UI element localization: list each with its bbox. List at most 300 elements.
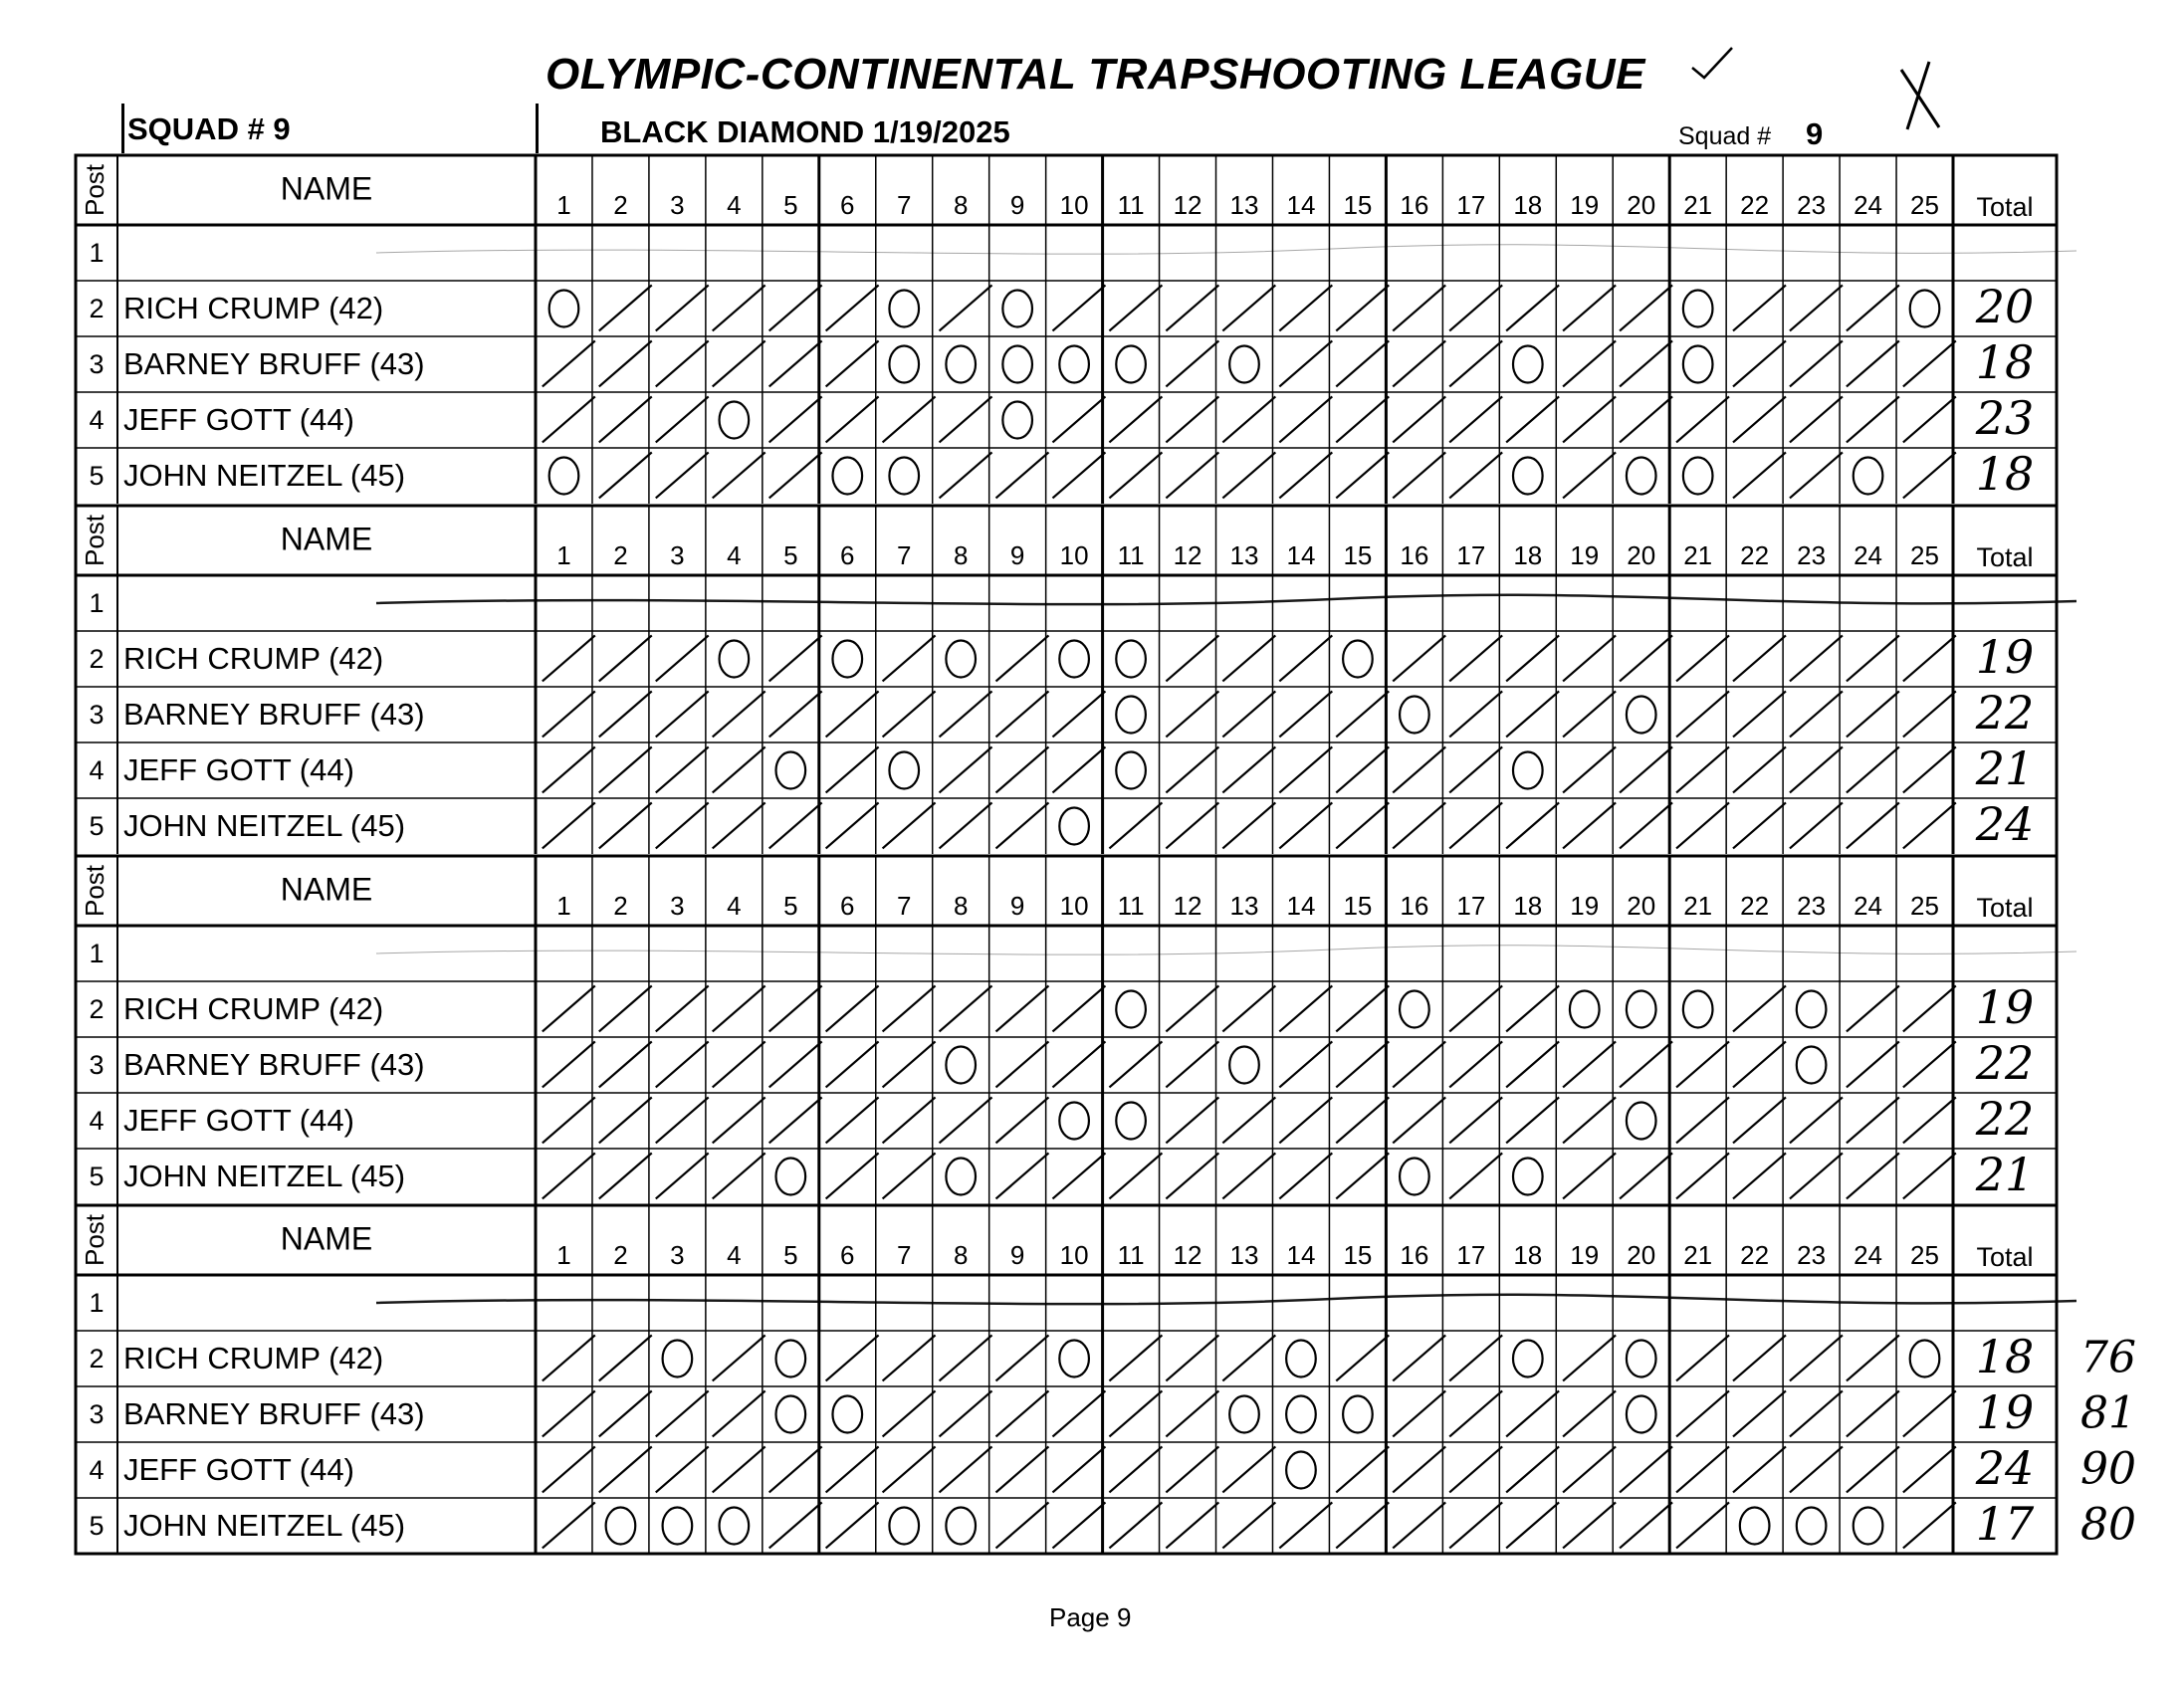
column-number-6: 6 xyxy=(840,1239,855,1270)
miss-mark xyxy=(549,458,579,495)
miss-mark xyxy=(720,641,750,678)
check-mark xyxy=(1692,48,1732,78)
hit-mark xyxy=(769,1097,822,1143)
column-number-23: 23 xyxy=(1797,189,1827,220)
hit-mark xyxy=(826,691,879,737)
hit-mark xyxy=(1790,285,1843,330)
hit-mark xyxy=(1449,746,1502,792)
hit-mark xyxy=(940,1446,992,1492)
hit-mark xyxy=(1563,452,1616,498)
hit-mark xyxy=(1506,635,1559,681)
hit-mark xyxy=(1847,285,1899,330)
miss-mark xyxy=(776,1341,806,1377)
hit-mark xyxy=(1052,1502,1105,1548)
hit-mark xyxy=(769,635,822,681)
miss-mark xyxy=(1059,641,1089,678)
hit-mark xyxy=(656,340,709,386)
hit-mark xyxy=(1279,285,1332,330)
column-number-3: 3 xyxy=(670,189,685,220)
hit-mark xyxy=(996,802,1049,848)
hit-mark xyxy=(1336,452,1389,498)
grand-total: 76 xyxy=(2080,1332,2136,1383)
hit-mark xyxy=(1790,452,1843,498)
hit-mark xyxy=(826,1153,879,1198)
miss-mark xyxy=(1116,346,1146,383)
column-number-21: 21 xyxy=(1683,189,1713,220)
hit-mark xyxy=(1109,396,1162,442)
hit-mark xyxy=(940,985,992,1031)
hit-mark xyxy=(1393,340,1445,386)
miss-mark xyxy=(720,402,750,439)
hit-mark xyxy=(1336,1502,1389,1548)
hit-mark xyxy=(1676,1502,1729,1548)
miss-mark xyxy=(1910,291,1940,327)
hit-mark xyxy=(599,1390,652,1436)
post-number: 3 xyxy=(89,349,105,380)
miss-mark xyxy=(1513,1341,1543,1377)
hit-mark xyxy=(1733,1335,1786,1380)
miss-mark xyxy=(1002,291,1032,327)
hit-mark xyxy=(1790,1335,1843,1380)
hit-mark xyxy=(713,691,765,737)
hit-mark xyxy=(1279,452,1332,498)
round-total: 18 xyxy=(1975,447,2035,501)
hit-mark xyxy=(1733,1446,1786,1492)
hit-mark xyxy=(940,396,992,442)
column-number-14: 14 xyxy=(1286,890,1316,921)
post-header: Post xyxy=(79,864,109,918)
miss-mark xyxy=(1286,1341,1316,1377)
column-number-11: 11 xyxy=(1117,189,1145,220)
hit-mark xyxy=(1903,802,1956,848)
hit-mark xyxy=(599,396,652,442)
hit-mark xyxy=(883,635,936,681)
shooter-name: BARNEY BRUFF (43) xyxy=(123,1047,425,1083)
hit-mark xyxy=(1790,396,1843,442)
hit-mark xyxy=(1506,396,1559,442)
total-header: Total xyxy=(1976,893,2034,924)
column-number-24: 24 xyxy=(1854,890,1883,921)
miss-mark xyxy=(1797,1047,1827,1084)
hit-mark xyxy=(1336,1153,1389,1198)
hit-mark xyxy=(543,691,595,737)
hit-mark xyxy=(1336,1041,1389,1087)
hit-mark xyxy=(1222,985,1275,1031)
hit-mark xyxy=(1109,1153,1162,1198)
miss-mark xyxy=(1740,1508,1770,1545)
column-number-22: 22 xyxy=(1740,1239,1770,1270)
miss-mark xyxy=(1400,1159,1429,1195)
column-number-20: 20 xyxy=(1627,539,1656,570)
miss-mark xyxy=(1570,991,1600,1028)
hit-mark xyxy=(1847,985,1899,1031)
miss-mark xyxy=(1627,458,1656,495)
post-number: 5 xyxy=(89,811,105,842)
hit-mark xyxy=(1847,1390,1899,1436)
hit-mark xyxy=(1109,1041,1162,1087)
hit-mark xyxy=(1563,1390,1616,1436)
hit-mark xyxy=(1222,635,1275,681)
total-header: Total xyxy=(1976,542,2034,573)
hit-mark xyxy=(940,285,992,330)
hit-mark xyxy=(1733,340,1786,386)
column-number-19: 19 xyxy=(1570,189,1600,220)
hit-mark xyxy=(1449,1153,1502,1198)
column-number-13: 13 xyxy=(1229,189,1259,220)
hit-mark xyxy=(1052,285,1105,330)
hit-mark xyxy=(1393,1446,1445,1492)
hit-mark xyxy=(1847,746,1899,792)
hit-mark xyxy=(713,1097,765,1143)
hit-mark xyxy=(656,985,709,1031)
column-number-8: 8 xyxy=(953,1239,969,1270)
hit-mark xyxy=(1449,452,1502,498)
hit-mark xyxy=(1506,985,1559,1031)
hit-mark xyxy=(1733,635,1786,681)
column-number-17: 17 xyxy=(1456,890,1486,921)
round-total: 18 xyxy=(1975,1330,2035,1383)
page-title: OLYMPIC-CONTINENTAL TRAPSHOOTING LEAGUE xyxy=(546,50,1645,99)
hit-mark xyxy=(1790,340,1843,386)
column-number-19: 19 xyxy=(1570,1239,1600,1270)
column-number-7: 7 xyxy=(897,890,912,921)
hit-mark xyxy=(656,452,709,498)
hit-mark xyxy=(1166,802,1218,848)
shooter-name: RICH CRUMP (42) xyxy=(123,991,384,1027)
hit-mark xyxy=(1733,691,1786,737)
hit-mark xyxy=(656,1041,709,1087)
hit-mark xyxy=(826,396,879,442)
hit-mark xyxy=(1563,1502,1616,1548)
hit-mark xyxy=(883,802,936,848)
hit-mark xyxy=(1393,1502,1445,1548)
hit-mark xyxy=(940,691,992,737)
hit-mark xyxy=(1620,396,1672,442)
hit-mark xyxy=(883,396,936,442)
miss-mark xyxy=(1513,458,1543,495)
column-number-19: 19 xyxy=(1570,890,1600,921)
hit-mark xyxy=(1733,1041,1786,1087)
squad-label: SQUAD # 9 xyxy=(127,111,291,146)
hit-mark xyxy=(1222,1502,1275,1548)
miss-mark xyxy=(946,641,976,678)
hit-mark xyxy=(656,1446,709,1492)
hit-mark xyxy=(1676,1446,1729,1492)
column-number-2: 2 xyxy=(613,189,628,220)
hit-mark xyxy=(656,1390,709,1436)
hit-mark xyxy=(1903,1390,1956,1436)
hit-mark xyxy=(996,1390,1049,1436)
miss-mark xyxy=(1683,291,1713,327)
hit-mark xyxy=(1847,340,1899,386)
column-number-14: 14 xyxy=(1286,189,1316,220)
column-number-8: 8 xyxy=(953,890,969,921)
hit-mark xyxy=(1052,452,1105,498)
round-total: 24 xyxy=(1975,1441,2035,1495)
hit-mark xyxy=(1449,1335,1502,1380)
miss-mark xyxy=(832,458,862,495)
shooter-name: JEFF GOTT (44) xyxy=(123,1452,354,1488)
hit-mark xyxy=(543,1097,595,1143)
hit-mark xyxy=(1336,396,1389,442)
column-number-24: 24 xyxy=(1854,1239,1883,1270)
hit-mark xyxy=(1847,1041,1899,1087)
hit-mark xyxy=(769,691,822,737)
hit-mark xyxy=(769,985,822,1031)
round-total: 18 xyxy=(1975,335,2035,389)
column-number-21: 21 xyxy=(1683,890,1713,921)
hit-mark xyxy=(1449,285,1502,330)
miss-mark xyxy=(1627,991,1656,1028)
miss-mark xyxy=(946,1047,976,1084)
miss-mark xyxy=(1797,991,1827,1028)
hit-mark xyxy=(1166,1041,1218,1087)
hit-mark xyxy=(1336,802,1389,848)
hit-mark xyxy=(1279,1502,1332,1548)
hit-mark xyxy=(1393,452,1445,498)
miss-mark xyxy=(889,291,919,327)
hit-mark xyxy=(1733,985,1786,1031)
hit-mark xyxy=(1279,1097,1332,1143)
hit-mark xyxy=(1109,1390,1162,1436)
column-number-11: 11 xyxy=(1117,539,1145,570)
hit-mark xyxy=(1903,1041,1956,1087)
column-number-24: 24 xyxy=(1854,189,1883,220)
hit-mark xyxy=(826,1446,879,1492)
hit-mark xyxy=(1563,1041,1616,1087)
hit-mark xyxy=(1903,635,1956,681)
miss-mark xyxy=(1627,1103,1656,1140)
column-number-2: 2 xyxy=(613,890,628,921)
post-number: 2 xyxy=(89,994,105,1025)
hit-mark xyxy=(996,1502,1049,1548)
hit-mark xyxy=(1903,1153,1956,1198)
post-number: 2 xyxy=(89,1344,105,1375)
hit-mark xyxy=(656,635,709,681)
hit-mark xyxy=(769,285,822,330)
hit-mark xyxy=(1279,396,1332,442)
miss-mark xyxy=(1059,346,1089,383)
hit-mark xyxy=(713,452,765,498)
hit-mark xyxy=(826,1041,879,1087)
hit-mark xyxy=(1052,985,1105,1031)
hit-mark xyxy=(883,1446,936,1492)
column-number-6: 6 xyxy=(840,189,855,220)
column-number-3: 3 xyxy=(670,1239,685,1270)
hit-mark xyxy=(713,1446,765,1492)
post-number: 4 xyxy=(89,755,105,786)
hit-mark xyxy=(1676,746,1729,792)
hit-mark xyxy=(883,1153,936,1198)
shooter-name: JOHN NEITZEL (45) xyxy=(123,808,406,844)
hit-mark xyxy=(1733,1390,1786,1436)
hit-mark xyxy=(1449,1041,1502,1087)
hit-mark xyxy=(1790,746,1843,792)
hit-mark xyxy=(1052,1041,1105,1087)
column-number-15: 15 xyxy=(1343,539,1373,570)
column-number-25: 25 xyxy=(1910,189,1939,220)
post-number: 5 xyxy=(89,461,105,492)
miss-mark xyxy=(663,1341,693,1377)
hit-mark xyxy=(713,285,765,330)
hit-mark xyxy=(883,1390,936,1436)
shooter-name: JOHN NEITZEL (45) xyxy=(123,1508,406,1544)
column-number-10: 10 xyxy=(1059,1239,1089,1270)
hit-mark xyxy=(769,802,822,848)
column-number-13: 13 xyxy=(1229,890,1259,921)
hit-mark xyxy=(940,452,992,498)
hit-mark xyxy=(1790,691,1843,737)
shooter-name: JOHN NEITZEL (45) xyxy=(123,458,406,494)
column-number-9: 9 xyxy=(1009,890,1025,921)
post-number: 4 xyxy=(89,1455,105,1486)
column-number-10: 10 xyxy=(1059,189,1089,220)
hit-mark xyxy=(713,1390,765,1436)
column-number-18: 18 xyxy=(1513,1239,1543,1270)
hit-mark xyxy=(1222,1153,1275,1198)
hit-mark xyxy=(1563,340,1616,386)
hit-mark xyxy=(599,1335,652,1380)
miss-mark xyxy=(946,346,976,383)
hit-mark xyxy=(1279,635,1332,681)
hit-mark xyxy=(883,1097,936,1143)
hit-mark xyxy=(1449,1502,1502,1548)
hit-mark xyxy=(883,1335,936,1380)
post-number: 5 xyxy=(89,1162,105,1192)
miss-mark xyxy=(1286,1396,1316,1433)
grand-total: 80 xyxy=(2080,1499,2136,1551)
hit-mark xyxy=(1336,746,1389,792)
column-number-20: 20 xyxy=(1627,890,1656,921)
total-header: Total xyxy=(1976,192,2034,223)
column-number-20: 20 xyxy=(1627,1239,1656,1270)
hit-mark xyxy=(1903,340,1956,386)
hit-mark xyxy=(1903,1446,1956,1492)
miss-mark xyxy=(720,1508,750,1545)
hit-mark xyxy=(826,802,879,848)
hit-mark xyxy=(1279,985,1332,1031)
column-number-9: 9 xyxy=(1009,1239,1025,1270)
column-number-14: 14 xyxy=(1286,539,1316,570)
page-number: Page 9 xyxy=(1049,1602,1132,1632)
hit-mark xyxy=(543,985,595,1031)
hit-mark xyxy=(1279,691,1332,737)
miss-mark xyxy=(1400,991,1429,1028)
column-number-25: 25 xyxy=(1910,539,1939,570)
hit-mark xyxy=(543,1041,595,1087)
hit-mark xyxy=(1166,285,1218,330)
hit-mark xyxy=(1903,396,1956,442)
hit-mark xyxy=(543,746,595,792)
hit-mark xyxy=(1449,635,1502,681)
hit-mark xyxy=(543,1446,595,1492)
round-total: 19 xyxy=(1975,1385,2035,1439)
hit-mark xyxy=(1563,746,1616,792)
hit-mark xyxy=(1393,746,1445,792)
column-number-14: 14 xyxy=(1286,1239,1316,1270)
column-number-24: 24 xyxy=(1854,539,1883,570)
hit-mark xyxy=(1733,1097,1786,1143)
hit-mark xyxy=(599,1153,652,1198)
hit-mark xyxy=(1676,1390,1729,1436)
round-total: 20 xyxy=(1975,280,2035,333)
hit-mark xyxy=(599,985,652,1031)
column-number-21: 21 xyxy=(1683,1239,1713,1270)
hit-mark xyxy=(1620,1502,1672,1548)
column-number-16: 16 xyxy=(1400,1239,1429,1270)
shooter-name: JEFF GOTT (44) xyxy=(123,1103,354,1139)
hit-mark xyxy=(940,1335,992,1380)
column-number-16: 16 xyxy=(1400,189,1429,220)
hit-mark xyxy=(1733,396,1786,442)
hit-mark xyxy=(1506,802,1559,848)
column-number-4: 4 xyxy=(727,1239,742,1270)
hit-mark xyxy=(1733,452,1786,498)
column-number-12: 12 xyxy=(1173,539,1202,570)
hit-mark xyxy=(769,1502,822,1548)
hit-mark xyxy=(543,1502,595,1548)
hit-mark xyxy=(1676,635,1729,681)
hit-mark xyxy=(1506,1097,1559,1143)
hit-mark xyxy=(1052,746,1105,792)
hit-mark xyxy=(1620,1153,1672,1198)
post-number: 3 xyxy=(89,700,105,731)
column-number-1: 1 xyxy=(556,189,571,220)
column-number-7: 7 xyxy=(897,539,912,570)
miss-mark xyxy=(1116,991,1146,1028)
hit-mark xyxy=(1166,1335,1218,1380)
hit-mark xyxy=(713,746,765,792)
hit-mark xyxy=(769,1041,822,1087)
miss-mark xyxy=(1854,458,1883,495)
column-number-13: 13 xyxy=(1229,539,1259,570)
round-total: 21 xyxy=(1975,741,2035,795)
hit-mark xyxy=(1903,691,1956,737)
post-header: Post xyxy=(79,163,109,217)
post-header: Post xyxy=(79,1213,109,1267)
hit-mark xyxy=(543,635,595,681)
hit-mark xyxy=(1563,691,1616,737)
column-number-4: 4 xyxy=(727,890,742,921)
hit-mark xyxy=(826,985,879,1031)
round-total: 17 xyxy=(1975,1497,2035,1551)
hit-mark xyxy=(599,340,652,386)
hit-mark xyxy=(1052,691,1105,737)
hit-mark xyxy=(1903,746,1956,792)
hit-mark xyxy=(713,1335,765,1380)
column-number-12: 12 xyxy=(1173,1239,1202,1270)
hit-mark xyxy=(1393,1390,1445,1436)
round-total: 19 xyxy=(1975,630,2035,684)
round-total: 22 xyxy=(1975,686,2035,740)
hit-mark xyxy=(1109,1446,1162,1492)
miss-mark xyxy=(1286,1452,1316,1489)
hit-mark xyxy=(1279,1153,1332,1198)
column-number-20: 20 xyxy=(1627,189,1656,220)
hit-mark xyxy=(826,1335,879,1380)
hit-mark xyxy=(1336,1097,1389,1143)
hit-mark xyxy=(1109,1335,1162,1380)
post-number: 1 xyxy=(89,939,105,969)
hit-mark xyxy=(1733,1153,1786,1198)
hit-mark xyxy=(1449,1446,1502,1492)
miss-mark xyxy=(889,752,919,789)
column-number-16: 16 xyxy=(1400,890,1429,921)
column-number-5: 5 xyxy=(783,1239,798,1270)
hit-mark xyxy=(713,1041,765,1087)
column-number-9: 9 xyxy=(1009,539,1025,570)
hit-mark xyxy=(1279,1041,1332,1087)
